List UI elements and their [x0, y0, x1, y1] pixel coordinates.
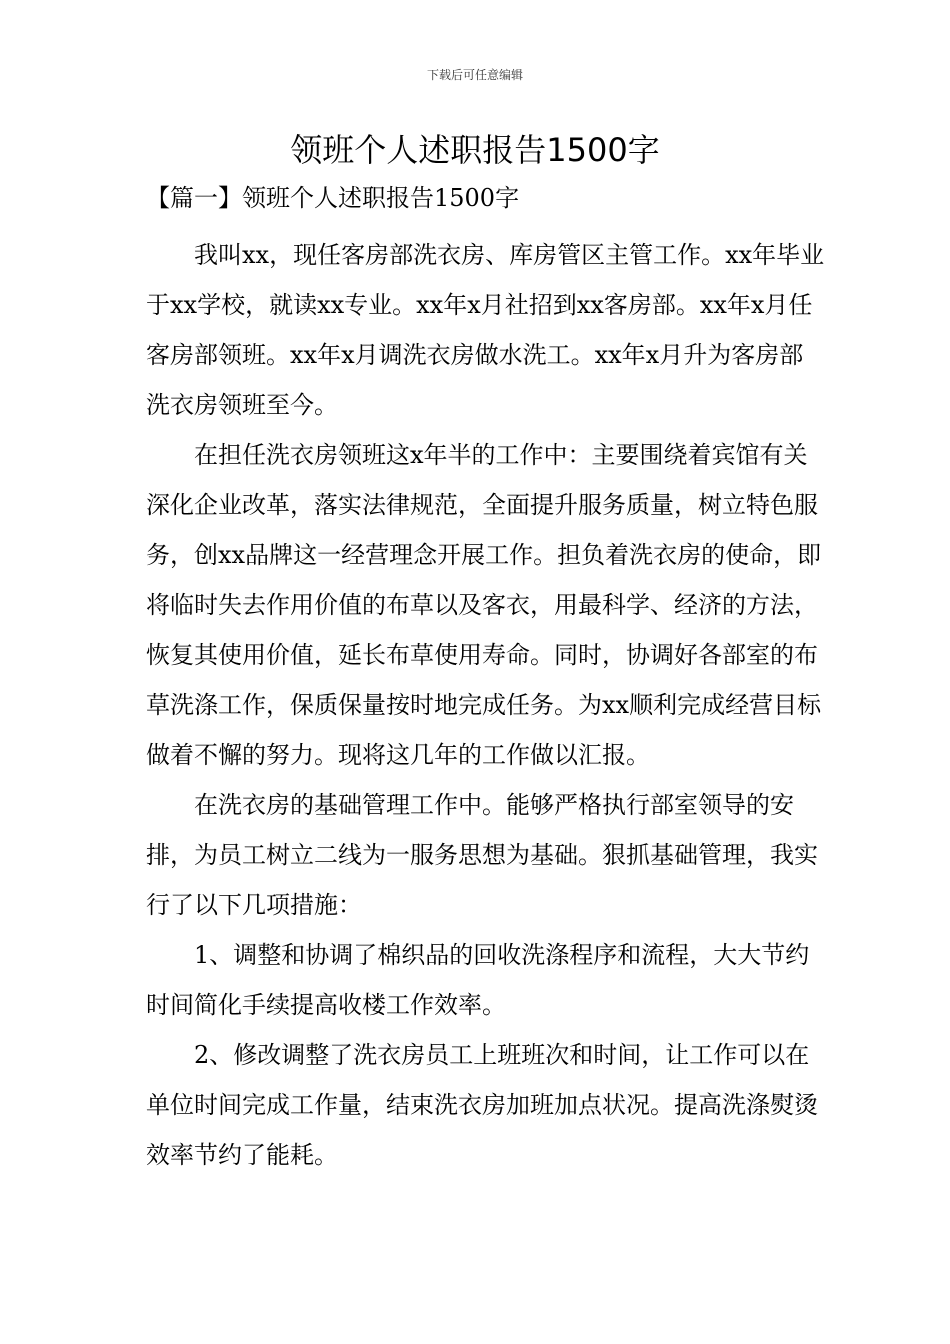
- page-header-note: 下载后可任意编辑: [426, 68, 523, 82]
- paragraph: 我叫xx，现任客房部洗衣房、库房管区主管工作。xx年毕业于xx学校，就读xx专业。xx年x月社招到xx客房部。xx年x月任客房部领班。xx年x月调洗衣房做水洗工。xx年x月升为客房部洗衣房领班至今。: [146, 241, 825, 419]
- section-heading: 【篇一】领班个人述职报告1500字: [146, 184, 520, 212]
- paragraph: 在洗衣房的基础管理工作中。能够严格执行部室领导的安排，为员工树立二线为一服务思想为基础。狠抓基础管理，我实行了以下几项措施：: [146, 791, 818, 919]
- document-body: [146, 230, 826, 1180]
- document-title: 领班个人述职报告1500字: [290, 131, 660, 169]
- paragraph: 2、修改调整了洗衣房员工上班班次和时间，让工作可以在单位时间完成工作量，结束洗衣房加班加点状况。提高洗涤熨烫效率节约了能耗。: [146, 1041, 818, 1169]
- paragraph: 1、调整和协调了棉织品的回收洗涤程序和流程，大大节约时间简化手续提高收楼工作效率。: [146, 941, 810, 1019]
- paragraph: 在担任洗衣房领班这x年半的工作中：主要围绕着宾馆有关深化企业改革，落实法律规范，全面提升服务质量，树立特色服务，创xx品牌这一经营理念开展工作。担负着洗衣房的使命，即将临时失去作用价值的布草以及客衣，用最科学、经济的方法，恢复其使用价值，延长布草使用寿命。同时，协调好各部室的布草洗涤工作，保质保量按时地完成任务。为xx顺利完成经营目标做着不懈的努力。现将这几年的工作做以汇报。: [146, 441, 822, 769]
